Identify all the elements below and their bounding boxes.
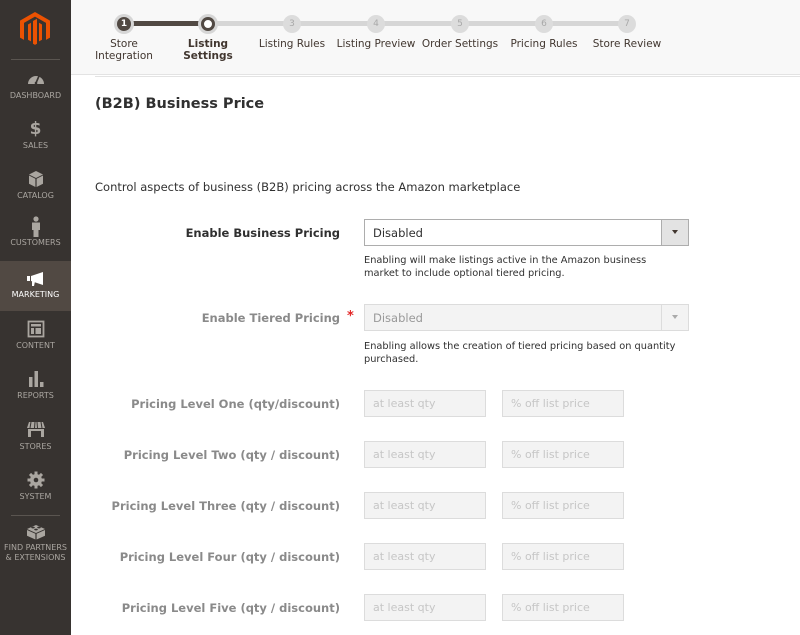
step-progress-done — [124, 21, 208, 26]
step-marker: 4 — [367, 15, 385, 33]
pricing-level-three-discount-input[interactable] — [502, 492, 624, 519]
pricing-level-four-label: Pricing Level Four (qty / discount) — [119, 550, 340, 564]
sidebar-item-label: REPORTS — [17, 391, 54, 400]
dollar-icon: $ — [29, 119, 42, 139]
select-value: Disabled — [373, 226, 423, 240]
lego-brick-icon — [26, 522, 46, 540]
required-asterisk: * — [347, 309, 354, 324]
dashboard-icon — [27, 70, 45, 88]
section-divider — [95, 76, 800, 77]
step-marker: 1 — [117, 17, 131, 31]
sidebar-item-label: STORES — [19, 442, 52, 451]
pricing-level-three-label: Pricing Level Three (qty / discount) — [111, 499, 340, 513]
pricing-level-two-discount-input[interactable] — [502, 441, 624, 468]
admin-sidebar — [0, 0, 71, 635]
pricing-level-five-discount-input[interactable] — [502, 594, 624, 621]
enable-business-pricing-note: Enabling will make listings active in the Amazon business market to include optional tiered pricing. — [364, 255, 647, 279]
sidebar-item-stores[interactable] — [0, 421, 71, 471]
enable-business-pricing-label: Enable Business Pricing — [185, 226, 340, 240]
chevron-down-icon — [672, 230, 678, 234]
sidebar-item-label: SYSTEM — [19, 492, 52, 501]
sidebar-item-reports[interactable] — [0, 370, 71, 420]
section-title: (B2B) Business Price — [95, 96, 265, 112]
step-label: Listing Preview — [336, 38, 416, 50]
step-marker: 7 — [618, 15, 636, 33]
sidebar-item-label: CATALOG — [17, 191, 54, 200]
magento-logo-icon — [20, 12, 50, 46]
pricing-level-one-label: Pricing Level One (qty/discount) — [131, 397, 340, 411]
magento-logo[interactable] — [20, 12, 50, 46]
sidebar-item-sales[interactable] — [0, 120, 71, 170]
sidebar-divider — [11, 59, 60, 60]
step-label: Listing Settings — [183, 38, 233, 62]
sidebar-item-label: CONTENT — [16, 341, 55, 350]
dropdown-toggle[interactable] — [661, 220, 688, 245]
main-content — [71, 0, 800, 635]
sidebar-item-label: MARKETING — [11, 290, 60, 299]
pricing-level-one-discount-input[interactable] — [502, 390, 624, 417]
enable-tiered-pricing-select[interactable] — [364, 304, 689, 331]
step-marker: 5 — [451, 15, 469, 33]
sidebar-item-find-partners[interactable] — [0, 522, 71, 567]
layout-icon — [27, 320, 45, 338]
sidebar-item-label: DASHBOARD — [9, 91, 62, 100]
sidebar-item-catalog[interactable] — [0, 170, 71, 220]
pricing-level-four-qty-input[interactable] — [364, 543, 486, 570]
step-marker: 3 — [283, 15, 301, 33]
person-icon — [27, 216, 45, 238]
sidebar-item-customers[interactable] — [0, 216, 71, 266]
step-label: Order Settings — [421, 38, 499, 50]
sidebar-item-label: SALES — [22, 141, 49, 150]
pricing-level-two-label: Pricing Level Two (qty / discount) — [123, 448, 340, 462]
chevron-down-icon — [672, 315, 678, 319]
sidebar-item-marketing[interactable] — [0, 261, 71, 311]
sidebar-item-label: FIND PARTNERS & EXTENSIONS — [4, 543, 67, 562]
storefront-icon — [26, 421, 46, 439]
step-label: Listing Rules — [258, 38, 326, 50]
pricing-level-two-qty-input[interactable] — [364, 441, 486, 468]
gear-icon — [27, 471, 45, 489]
megaphone-icon — [26, 271, 46, 287]
step-label: Store Review — [592, 38, 662, 50]
sidebar-item-system[interactable] — [0, 471, 71, 521]
enable-business-pricing-select[interactable] — [364, 219, 689, 246]
enable-tiered-pricing-note: Enabling allows the creation of tiered pricing based on quantity purchased. — [364, 341, 676, 365]
section-description: Control aspects of business (B2B) pricing across the Amazon marketplace — [95, 180, 521, 194]
sidebar-item-content[interactable] — [0, 320, 71, 370]
bar-chart-icon — [27, 370, 45, 388]
step-marker — [201, 17, 215, 31]
box-icon — [27, 170, 45, 188]
pricing-level-three-qty-input[interactable] — [364, 492, 486, 519]
select-value: Disabled — [373, 311, 423, 325]
pricing-level-five-label: Pricing Level Five (qty / discount) — [121, 601, 340, 615]
step-label: Pricing Rules — [510, 38, 578, 50]
wizard-steps — [71, 0, 800, 75]
step-marker: 6 — [535, 15, 553, 33]
sidebar-divider — [11, 515, 60, 516]
pricing-level-five-qty-input[interactable] — [364, 594, 486, 621]
enable-tiered-pricing-label: Enable Tiered Pricing — [201, 311, 340, 325]
dropdown-toggle[interactable] — [661, 305, 688, 330]
step-progress-remaining — [208, 21, 628, 26]
pricing-level-one-qty-input[interactable] — [364, 390, 486, 417]
pricing-level-four-discount-input[interactable] — [502, 543, 624, 570]
step-label: Store Integration — [95, 38, 153, 62]
sidebar-item-label: CUSTOMERS — [10, 238, 61, 247]
sidebar-item-dashboard[interactable] — [0, 70, 71, 120]
